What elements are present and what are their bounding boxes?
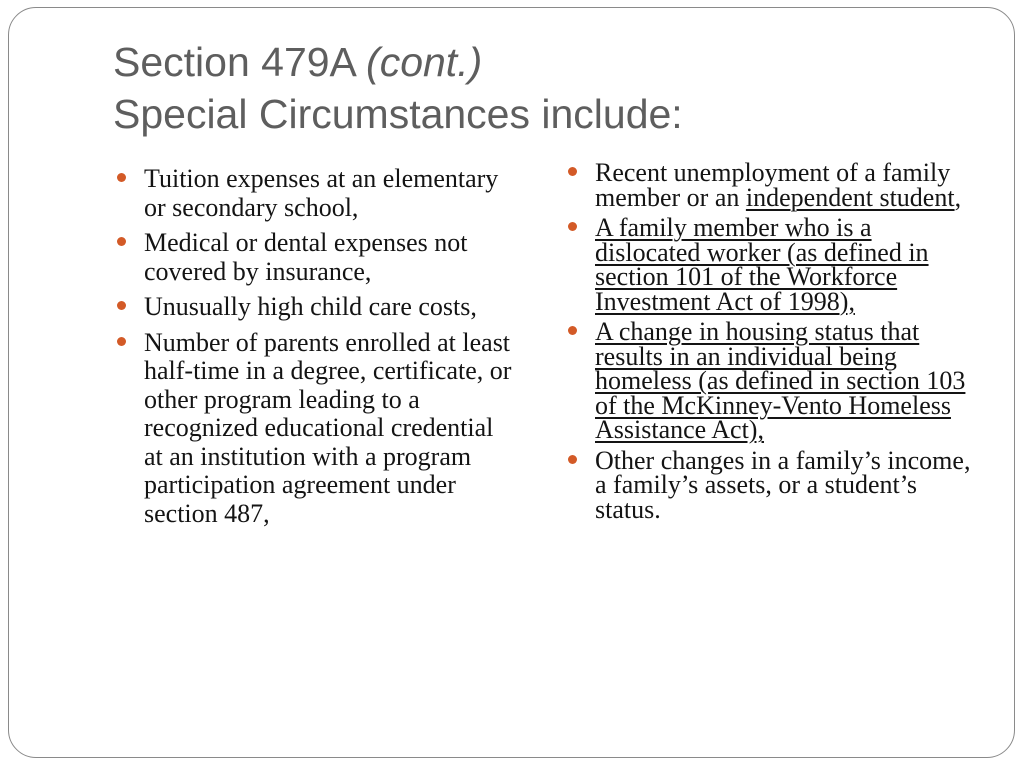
list-item-text: Number of parents enrolled at least half-time in a degree, certificate, or other program leading to a recognized educational credential at an institution with a program participation agreement under section 487, [144, 327, 512, 528]
list-item [116, 329, 516, 529]
right-column [567, 158, 972, 528]
title-cont-text: (cont.) [366, 39, 483, 85]
bullet-dot-icon [568, 326, 577, 335]
title-section-text: Section 479A [113, 39, 355, 85]
list-item-text: Unusually high child care costs, [144, 292, 477, 321]
bullet-dot-icon [117, 237, 126, 246]
bullet-dot-icon [568, 167, 577, 176]
bullet-dot-icon [117, 173, 126, 182]
underlined-text: independent student [745, 182, 955, 212]
list-item-text: Medical or dental expenses not covered by insurance, [144, 228, 468, 286]
underlined-text: A family member who is a dislocated worker (as defined in section 101 of the Workforce Investment Act of 1998), [595, 213, 929, 316]
list-item-text: Tuition expenses at an elementary or secondary school, [144, 164, 499, 222]
list-item-text-after: , [954, 182, 962, 212]
bullet-dot-icon [568, 222, 577, 231]
list-item [567, 317, 972, 444]
right-bullet-list [567, 158, 972, 524]
list-item-text: Other changes in a family’s income, a family’s assets, or a student’s status. [595, 445, 971, 524]
title-line-1 [113, 36, 683, 88]
bullet-dot-icon [117, 301, 126, 310]
left-bullet-list [116, 165, 516, 528]
bullet-dot-icon [568, 455, 577, 464]
list-item-text: Recent unemployment of a family member or an [595, 158, 951, 212]
list-item [116, 229, 516, 286]
slide-title [113, 36, 683, 140]
list-item [567, 445, 972, 524]
list-item [116, 293, 516, 322]
left-column [116, 165, 516, 535]
underlined-text: A change in housing status that results in an individual being homeless (as defined in section 103 of the McKinney-Vento Homeless Assistance Act), [595, 317, 966, 444]
title-line-2: Special Circumstances include: [113, 91, 683, 137]
list-item [116, 165, 516, 222]
list-item [567, 213, 972, 316]
bullet-dot-icon [117, 337, 126, 346]
list-item [567, 158, 972, 212]
